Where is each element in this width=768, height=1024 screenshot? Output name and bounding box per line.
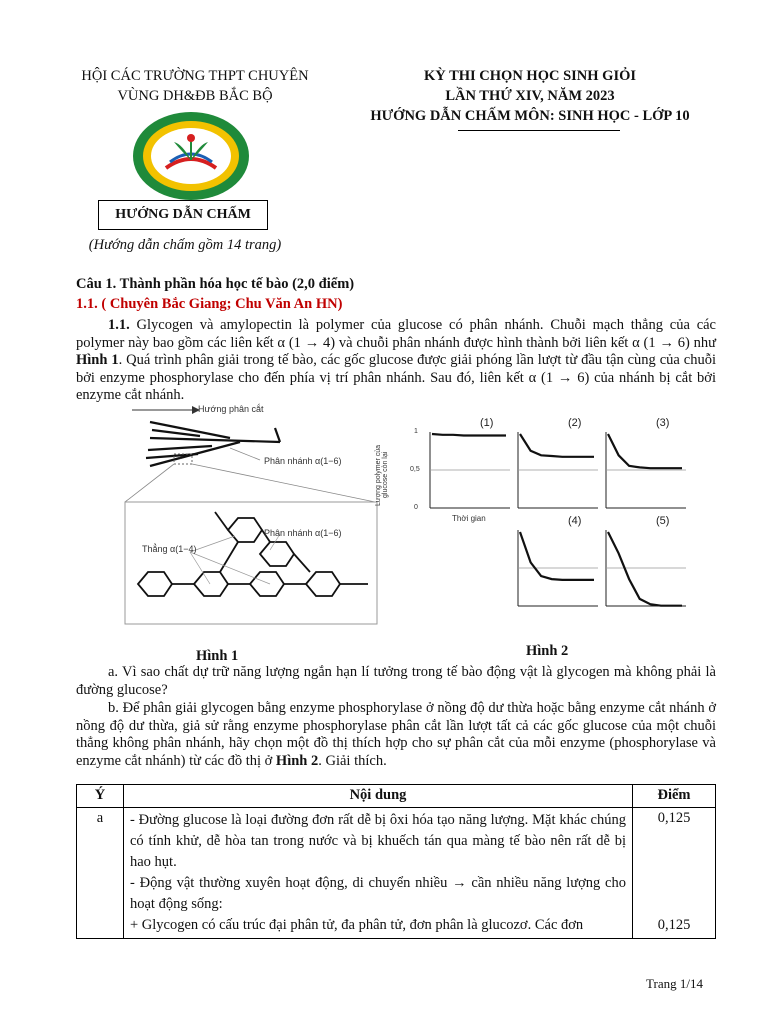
ytick-0: 0 bbox=[414, 504, 418, 511]
chart-panel-1 bbox=[430, 417, 510, 508]
series-label: (4) bbox=[568, 515, 582, 527]
question-a: a. Vì sao chất dự trữ năng lượng ngắn hạn lí tưởng trong tế bào động vật là glycogen mà không phải là đường glucose? bbox=[76, 664, 716, 698]
exam-line-1: KỲ THI CHỌN HỌC SINH GIỎI bbox=[423, 68, 637, 84]
grading-guide-box bbox=[98, 200, 268, 230]
series-label: (2) bbox=[568, 417, 582, 429]
score-1: 0,125 bbox=[657, 810, 691, 826]
question-subtitle: 1.1. ( Chuyên Bắc Giang; Chu Văn An HN) bbox=[76, 296, 343, 312]
series-label: (1) bbox=[480, 417, 494, 429]
chart-panel-5 bbox=[606, 515, 686, 606]
row-score bbox=[633, 808, 716, 939]
figure-2-chart bbox=[385, 412, 725, 612]
question-b-figure-ref: Hình 2 bbox=[275, 752, 319, 769]
series-label: (5) bbox=[656, 515, 670, 527]
question-title: Câu 1. Thành phần hóa học tế bào (2,0 điểm) bbox=[76, 276, 355, 292]
page-count-note: (Hướng dẫn chấm gồm 14 trang) bbox=[88, 237, 282, 253]
exam-line-2: LẦN THỨ XIV, NĂM 2023 bbox=[445, 88, 615, 104]
branch-label-top: Phân nhánh α(1−6) bbox=[264, 456, 342, 466]
question-b-text: b. Để phân giải glycogen bằng enzyme phosphorylase ở nồng độ dư thừa hoặc bằng enzyme cắt nhánh ở nồng độ dư thừa, giả sử rằng enzyme phosphorylase phân cắt lần lượt tất cả các gốc glucose của một chuỗi thẳng không phân nhánh, hãy chọn một đồ thị thích hợp cho sự phân cắt của mỗi enzyme (phosphorylase và enzyme cắt nhánh) từ các đồ thị ở bbox=[76, 700, 716, 769]
page-number: Trang 1/14 bbox=[646, 976, 703, 991]
intro-paragraph bbox=[76, 317, 716, 405]
series-label: (3) bbox=[656, 417, 670, 429]
series-line bbox=[608, 532, 682, 606]
header-score: Điểm bbox=[633, 785, 716, 808]
intro-number: 1.1. bbox=[108, 317, 130, 333]
row-content bbox=[124, 808, 633, 939]
question-b bbox=[76, 700, 716, 770]
chart-panel-3 bbox=[606, 417, 686, 508]
exam-line-3: HƯỚNG DẪN CHẤM MÔN: SINH HỌC - LỚP 10 bbox=[370, 108, 690, 124]
table-header-row bbox=[77, 785, 716, 808]
content-line-2: - Động vật thường xuyên hoạt động, di chuyển nhiều → cần nhiều năng lượng cho hoạt động sống: bbox=[130, 875, 626, 912]
header-underline bbox=[458, 130, 620, 131]
exam-header bbox=[320, 66, 740, 126]
org-line-1: HỘI CÁC TRƯỜNG THPT CHUYÊN bbox=[81, 68, 309, 84]
org-line-2: VÙNG DH&ĐB BẮC BỘ bbox=[117, 88, 273, 104]
header-y: Ý bbox=[77, 785, 124, 808]
content-line-1: - Đường glucose là loại đường đơn rất dễ bị ôxi hóa tạo năng lượng. Mặt khác chúng có tính khử, dễ hòa tan trong nước và bị khuếch tán qua màng tế bào nên rất dễ bị hao hụt. bbox=[130, 812, 626, 870]
figure-1-caption: Hình 1 bbox=[196, 648, 239, 664]
series-line bbox=[520, 532, 594, 580]
header-content: Nội dung bbox=[124, 785, 633, 808]
series-line bbox=[608, 434, 682, 468]
intro-figure-ref: Hình 1 bbox=[76, 352, 119, 368]
direction-label: Hướng phân cắt bbox=[198, 404, 264, 414]
grading-table bbox=[76, 784, 716, 939]
ylabel-line-1: Lượng polymer của bbox=[375, 444, 382, 506]
figure-2-xlabel: Thời gian bbox=[452, 514, 486, 523]
series-line bbox=[432, 434, 506, 436]
ytick-1: 1 bbox=[414, 428, 418, 435]
score-2: 0,125 bbox=[657, 917, 691, 933]
question-b-end: . Giải thích. bbox=[318, 752, 387, 769]
intro-text-2: . Quá trình phân giải trong tế bào, các gốc glucose được giải phóng lần lượt từ đầu tận cùng của chuỗi bởi enzyme phosphorylase cho đến phía vị trí phân nhánh. Sau đó, liên kết α (1 → 6) của nhánh bị cắt bởi enzyme cắt nhánh. bbox=[76, 352, 717, 403]
figure-2-ylabel bbox=[375, 430, 411, 520]
ylabel-line-2: glucose còn lại bbox=[382, 451, 389, 499]
chart-panel-2 bbox=[518, 417, 598, 508]
chart-panels bbox=[430, 417, 686, 606]
grading-guide-title: HƯỚNG DẪN CHẤM bbox=[115, 207, 251, 222]
table-row bbox=[77, 808, 716, 939]
ytick-05: 0,5 bbox=[410, 466, 420, 473]
chart-panel-4 bbox=[518, 515, 598, 606]
row-y: a bbox=[77, 808, 124, 939]
school-logo-icon bbox=[130, 110, 252, 202]
linear-bond-label: Thẳng α(1−4) bbox=[142, 544, 197, 554]
figure-2-caption: Hình 2 bbox=[526, 643, 569, 659]
organization-header bbox=[40, 66, 350, 106]
content-line-3: + Glycogen có cấu trúc đại phân tử, đa phân tử, đơn phân là glucozơ. Các đơn bbox=[130, 917, 584, 933]
branch-label-zoom: Phân nhánh α(1−6) bbox=[264, 528, 342, 538]
series-line bbox=[520, 434, 594, 457]
figure-1-diagram bbox=[120, 402, 385, 634]
intro-text: Glycogen và amylopectin là polymer của glucose có phân nhánh. Chuỗi mạch thẳng của các polymer này bao gồm các liên kết α (1 → 4) và chuỗi phân nhánh được hình thành bởi liên kết α (1 → 6) như bbox=[76, 317, 716, 351]
